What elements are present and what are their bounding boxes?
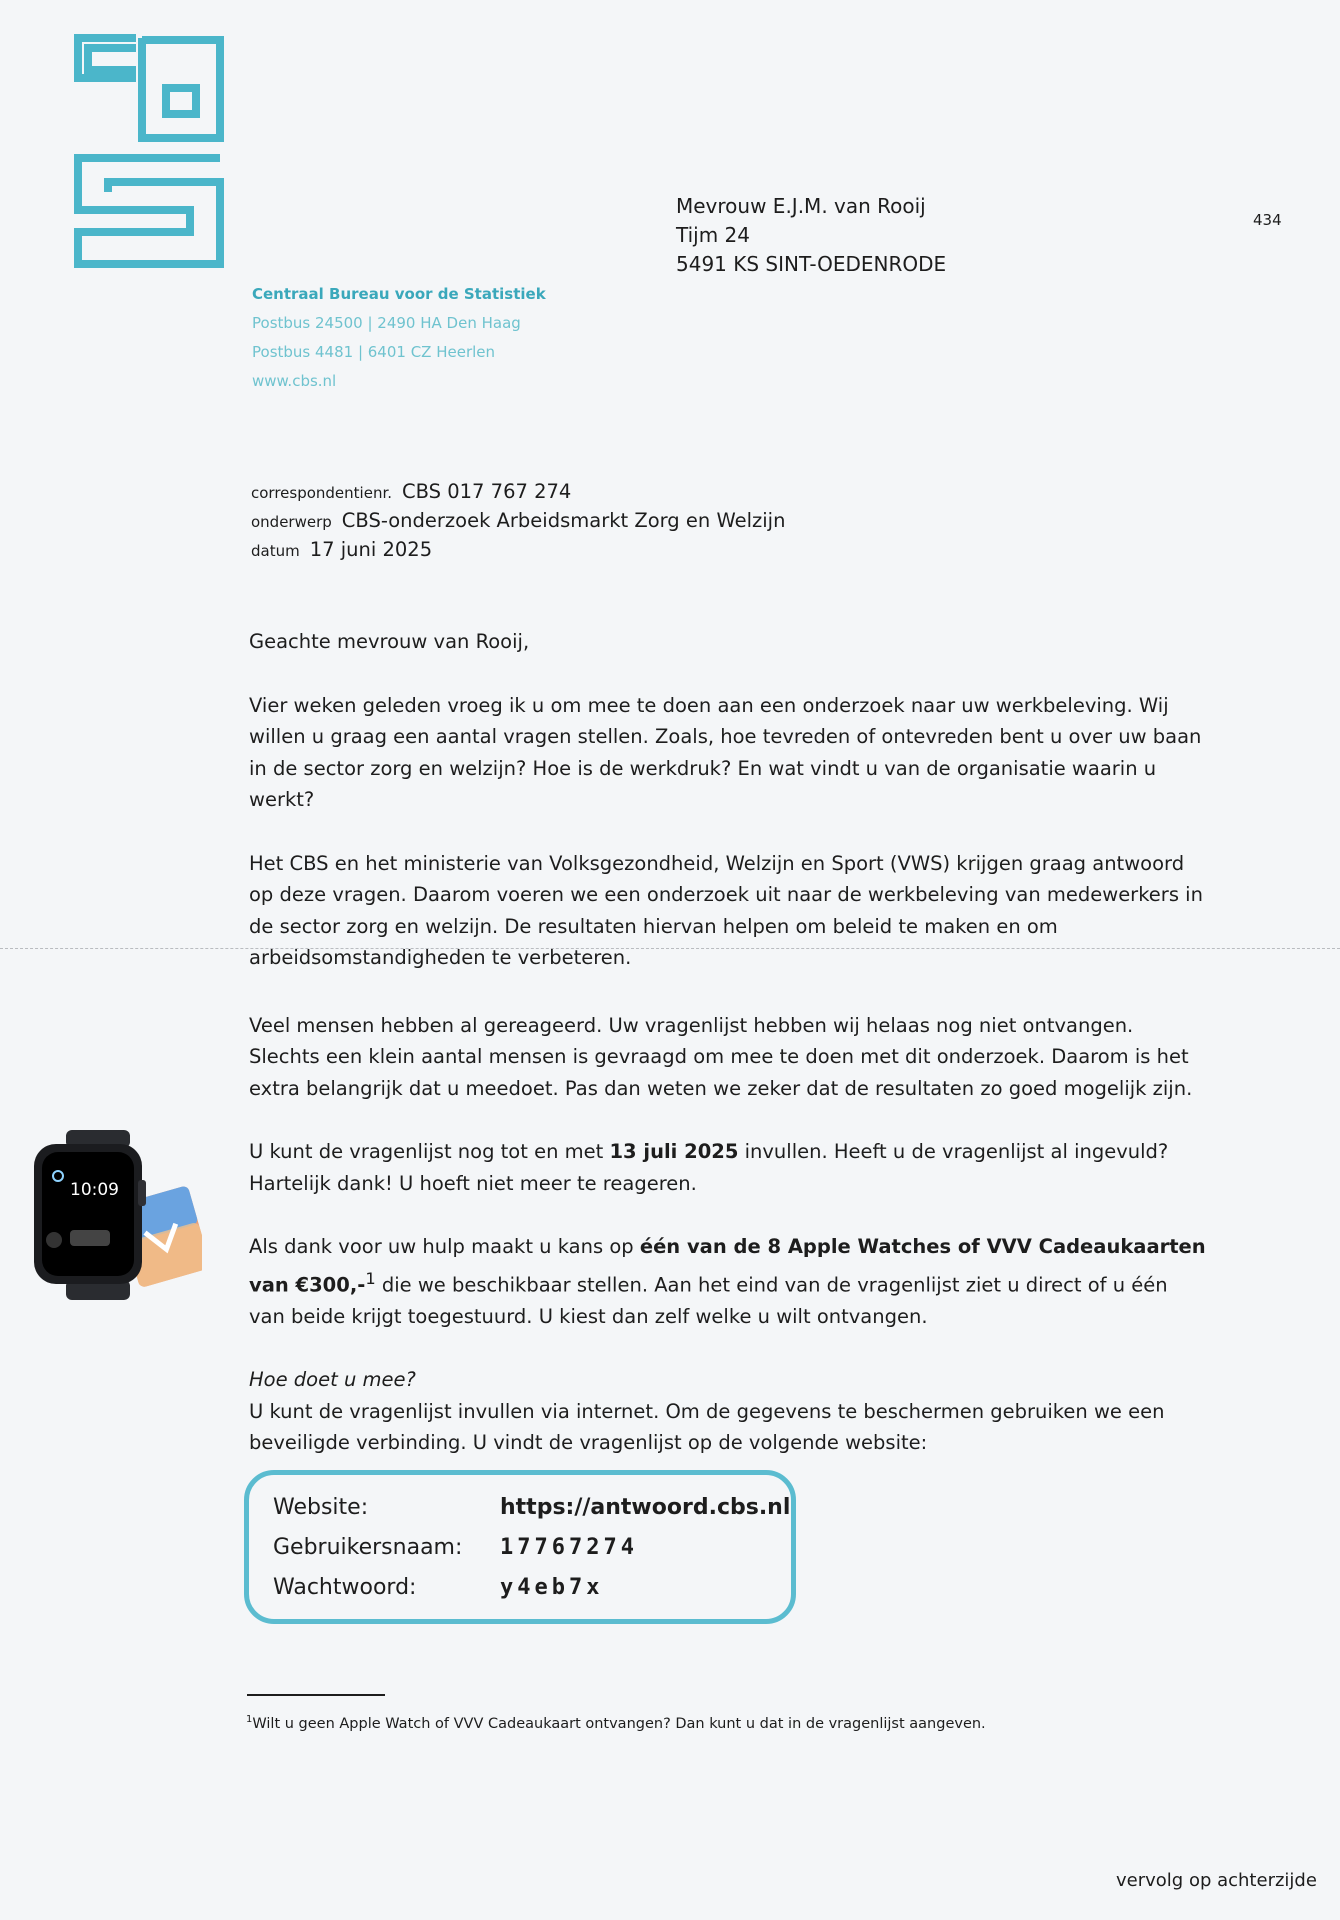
paragraph-6: U kunt de vragenlijst invullen via internet. Om de gegevens te beschermen gebruiken we een beveiligde verbinding. U vindt de vragenlijst op de volgende website: — [249, 1399, 1165, 1454]
p4-text-end: invullen. Heeft u de vragenlijst al ingevuld? Hartelijk dank! U hoeft niet meer te reageren. — [249, 1140, 1169, 1195]
how-to-participate-heading: Hoe doet u mee? — [249, 1368, 416, 1391]
recipient-name: Mevrouw E.J.M. van Rooij — [676, 194, 926, 218]
postbus-den-haag: Postbus 24500 | 2490 HA Den Haag — [252, 314, 521, 332]
footnote-text: Wilt u geen Apple Watch of VVV Cadeaukaart ontvangen? Dan kunt u dat in de vragenlijst aangeven. — [252, 1715, 986, 1732]
recipient-street: Tijm 24 — [676, 223, 751, 247]
survey-url[interactable]: https://antwoord.cbs.nl — [500, 1495, 791, 1520]
paragraph-2: Het CBS en het ministerie van Volksgezondheid, Welzijn en Sport (VWS) krijgen graag antwoord op deze vragen. Daarom voeren we een onderzoek uit naar de werkbeleving van medewerkers in de sector zorg en welzijn. De resultaten hiervan helpen om beleid te maken en om arbeidsomstandigheden te verbeteren. — [249, 851, 1203, 969]
subject-label: onderwerp — [251, 513, 332, 531]
correspondence-number: CBS 017 767 274 — [402, 480, 572, 503]
cbs-logo — [72, 34, 226, 270]
p4-text: U kunt de vragenlijst nog tot en met — [249, 1140, 610, 1163]
paragraph-5 — [249, 1231, 1209, 1332]
credentials-box — [244, 1470, 796, 1624]
password-label: Wachtwoord: — [273, 1575, 417, 1600]
username-value: 17767274 — [500, 1535, 638, 1560]
website-link[interactable]: www.cbs.nl — [252, 372, 337, 390]
letter-body — [249, 626, 1209, 1459]
organization-name: Centraal Bureau voor de Statistiek — [252, 285, 546, 303]
paragraph-1: Vier weken geleden vroeg ik u om mee te doen aan een onderzoek naar uw werkbeleving. Wij willen u graag een aantal vragen stellen. Zoals, hoe tevreden of ontevreden bent u over uw baan in de sector zorg en welzijn? Hoe is de werkdruk? En wat vindt u van de organisatie waarin u werkt? — [249, 693, 1202, 811]
fold-line — [0, 948, 1340, 949]
continue-overleaf: vervolg op achterzijde — [1116, 1870, 1317, 1891]
p5-text: Als dank voor uw hulp maakt u kans op — [249, 1235, 640, 1258]
correspondence-label: correspondentienr. — [251, 484, 393, 502]
footnote-number: 1 — [246, 1714, 253, 1725]
deadline-date: 13 juli 2025 — [609, 1140, 739, 1163]
salutation: Geachte mevrouw van Rooij, — [249, 630, 530, 653]
username-label: Gebruikersnaam: — [273, 1535, 463, 1560]
password-value: y4eb7x — [500, 1575, 604, 1600]
footnote — [246, 1714, 986, 1732]
sender-address — [252, 280, 546, 396]
page-number: 434 — [1253, 211, 1282, 229]
paragraph-4 — [249, 1136, 1209, 1199]
recipient-city: 5491 KS SINT-OEDENRODE — [676, 252, 947, 276]
letter-meta — [251, 478, 785, 565]
apple-watch-image — [30, 1130, 202, 1300]
postbus-heerlen: Postbus 4481 | 6401 CZ Heerlen — [252, 343, 496, 361]
footnote-marker: 1 — [365, 1268, 376, 1288]
watch-time: 10:09 — [70, 1180, 119, 1200]
date-label: datum — [251, 542, 300, 560]
paragraph-3: Veel mensen hebben al gereageerd. Uw vragenlijst hebben wij helaas nog niet ontvangen. Slechts een klein aantal mensen is gevraagd om mee te doen met dit onderzoek. Daarom is het extra belangrijk dat u meedoet. Pas dan weten we zeker dat de resultaten zo goed mogelijk zijn. — [249, 1013, 1193, 1100]
prize-text: één van de 8 Apple Watches of VVV Cadeaukaarten van €300,- — [249, 1235, 1206, 1296]
website-label: Website: — [273, 1495, 369, 1520]
p5-text-end: die we beschikbaar stellen. Aan het eind van de vragenlijst ziet u direct of u één van beide krijgt toegestuurd. U kiest dan zelf welke u wilt ontvangen. — [249, 1273, 1168, 1328]
date-value: 17 juni 2025 — [309, 538, 433, 561]
footnote-rule — [247, 1694, 385, 1696]
subject-value: CBS-onderzoek Arbeidsmarkt Zorg en Welzijn — [341, 509, 786, 532]
recipient-address — [676, 192, 946, 279]
